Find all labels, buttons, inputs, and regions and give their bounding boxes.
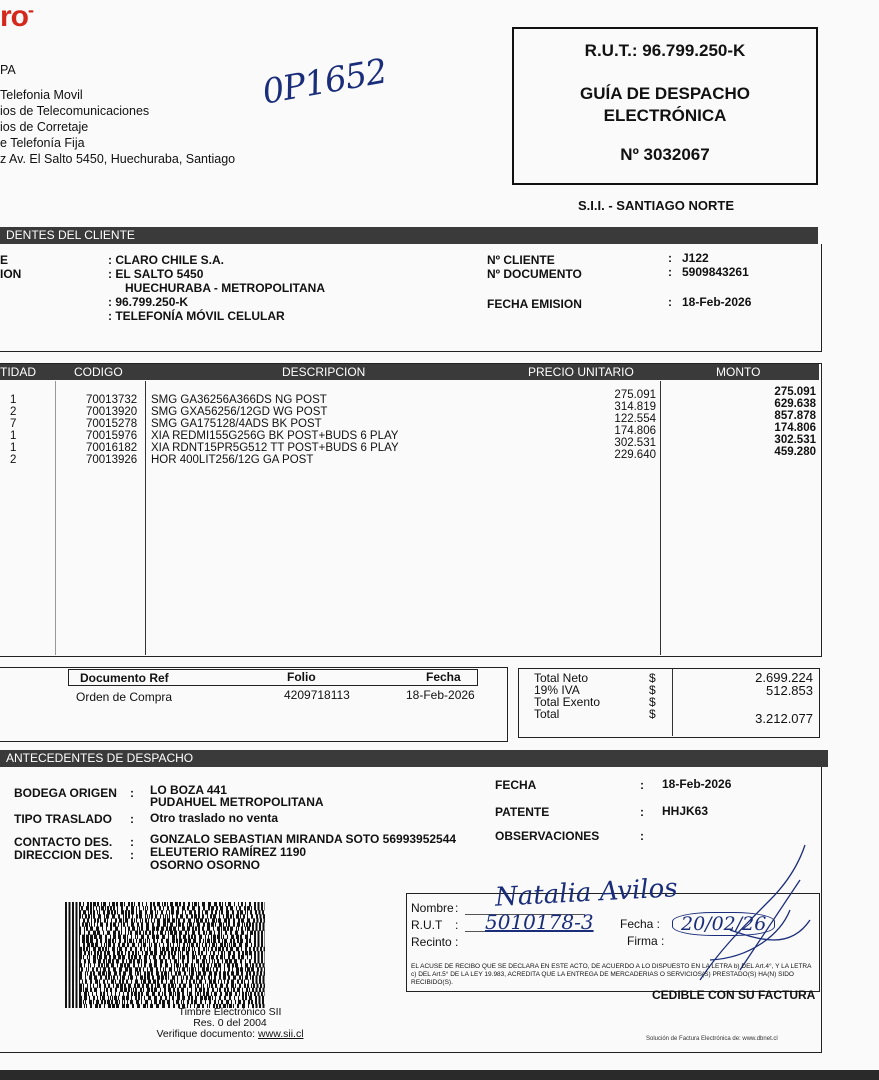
destination-address: ELEUTERIO RAMÍREZ 1190 — [150, 845, 307, 859]
issuer-company: PA — [0, 63, 16, 77]
solution-credit: Solución de Factura Electrónica de: www.dbnet.cl — [646, 1036, 778, 1042]
issuer-address: z Av. El Salto 5450, Huechuraba, Santiago — [0, 152, 236, 166]
total-iva: 512.853 — [766, 683, 813, 698]
totals-currency: $ $ $ $ — [649, 671, 656, 721]
document-header-box — [512, 27, 818, 185]
unit-price-column: 275.091 314.819 122.554 174.806 302.531 229.640 — [614, 389, 656, 461]
dispatch-right-labels: FECHA PATENTE OBSERVACIONES — [495, 778, 600, 843]
client-rut: : 96.799.250-K — [108, 295, 189, 309]
cedible-label: CEDIBLE CON SU FACTURA — [652, 988, 816, 1002]
items-header: TIDAD CODIGO DESCRIPCION PRECIO UNITARIO MONTO — [0, 364, 819, 380]
document-type: GUÍA DE DESPACHO ELECTRÓNICA — [579, 84, 751, 125]
total-amount: 3.212.077 — [755, 711, 813, 726]
reference-doc: Orden de Compra — [76, 690, 173, 704]
client-values: : CLARO CHILE S.A. : EL SALTO 5450 HUECHURABA - METROPOLITANA : 96.799.250-K : TELEFONÍA MÓVIL CELULAR — [108, 253, 325, 323]
client-labels: E ION — [0, 253, 22, 281]
client-section-title: DENTES DEL CLIENTE — [0, 227, 818, 244]
origin-label: BODEGA ORIGEN — [14, 786, 117, 800]
issuer-rut: R.U.T.: 96.799.250-K — [584, 41, 746, 60]
document-number: Nº 3032067 — [620, 145, 710, 164]
handwritten-rut: 5010178-3 — [485, 910, 594, 934]
amount-column: 275.091 629.638 857.878 174.806 302.531 459.280 — [774, 386, 816, 458]
reference-date: 18-Feb-2026 — [406, 688, 475, 702]
footer-bar — [0, 1070, 879, 1080]
issuer-activity: ios de Telecomunicaciones — [0, 104, 150, 118]
dispatch-plate: HHJK63 — [662, 804, 709, 818]
client-number: J122 — [682, 251, 709, 265]
timbre-barcode — [65, 902, 265, 1008]
client-name: : CLARO CHILE S.A. — [108, 253, 224, 267]
issuer-activity: ios de Corretaje — [0, 120, 89, 134]
dispatch-date: 18-Feb-2026 — [662, 777, 732, 791]
client-right-labels: Nº CLIENTE Nº DOCUMENTO FECHA EMISION — [487, 253, 582, 311]
receipt-right-labels: Fecha : Firma : — [620, 917, 665, 948]
document-number-value: 5909843261 — [682, 265, 749, 279]
issuer-activity: Telefonia Movil — [0, 88, 83, 102]
emission-date: 18-Feb-2026 — [682, 295, 752, 309]
issuer-activity: e Telefonía Fija — [0, 136, 85, 150]
client-right-values: : J122 : 5909843261 : 18-Feb-2026 — [668, 251, 752, 309]
reference-folio: 4209718113 — [284, 688, 350, 702]
origin-value: LO BOZA 441 PUDAHUEL METROPOLITANA — [150, 783, 324, 809]
contact-values: GONZALO SEBASTIAN MIRANDA SOTO 56993952544 ELEUTERIO RAMÍREZ 1190 OSORNO OSORNO — [150, 832, 457, 872]
contact-name: GONZALO SEBASTIAN MIRANDA SOTO 56993952544 — [150, 832, 457, 846]
sii-link[interactable]: www.sii.cl — [258, 1028, 304, 1040]
issuer-info — [0, 62, 235, 167]
transfer-value: Otro traslado no venta — [150, 811, 279, 825]
total-exempt — [700, 697, 813, 712]
totals-labels: Total Neto 19% IVA Total Exento Total — [534, 671, 601, 721]
transfer-label: TIPO TRASLADO — [14, 812, 112, 826]
qty-column: 1 2 7 1 1 2 — [10, 394, 17, 466]
code-column: 70013732 70013920 70015278 70015976 70016182 70013926 — [86, 394, 138, 466]
handwritten-date: 20/02/26 — [672, 912, 775, 936]
sii-office: S.I.I. - SANTIAGO NORTE — [578, 198, 735, 213]
handwritten-name: Natalia Avilos — [494, 873, 679, 913]
receipt-labels: Nombre R.U.T Recinto — [411, 901, 454, 949]
description-column: SMG GA36256A366DS NG POST SMG GXA56256/12GD WG POST SMG GA175128/4ADS BK POST XIA REDMI155G256G BK POST+BUDS 6 PLAY XIA RDNT15PR5G512 TT POST+BUDS 6 PLAY HOR 400LIT256/12G GA POST — [151, 394, 399, 466]
references-header: Documento Ref Folio Fecha — [68, 669, 478, 686]
totals-values — [700, 671, 813, 725]
total-net: 2.699.224 — [755, 670, 813, 685]
handwritten-code: 0P1652 — [259, 51, 390, 113]
dispatch-section-title: ANTECEDENTES DE DESPACHO — [0, 750, 828, 767]
company-logo: ro- — [0, 0, 33, 33]
stamp-caption: Timbre Electrónico SII Res. 0 del 2004 Verifique documento: www.sii.cl — [156, 1006, 304, 1040]
client-address: : EL SALTO 5450 — [108, 267, 204, 281]
contact-labels: CONTACTO DES. DIRECCION DES. — [14, 835, 113, 862]
barcode-graphic — [65, 902, 265, 1008]
receipt-legal-text: EL ACUSE DE RECIBO QUE SE DECLARA EN ESTE ACTO, DE ACUERDO A LO DISPUESTO EN LA LETRA b) DEL Art.4°, Y LA LETRA c) DEL Art.5° DE LA LEY 19.983, ACREDITA QUE LA ENTREGA DE MERCADERIAS O SERVICIOS(S) PRESTADO(S) HA(N) SIDO RECIBIDO(S). — [411, 963, 812, 986]
client-giro: : TELEFONÍA MÓVIL CELULAR — [108, 309, 285, 323]
dispatch-right-values — [662, 778, 731, 818]
